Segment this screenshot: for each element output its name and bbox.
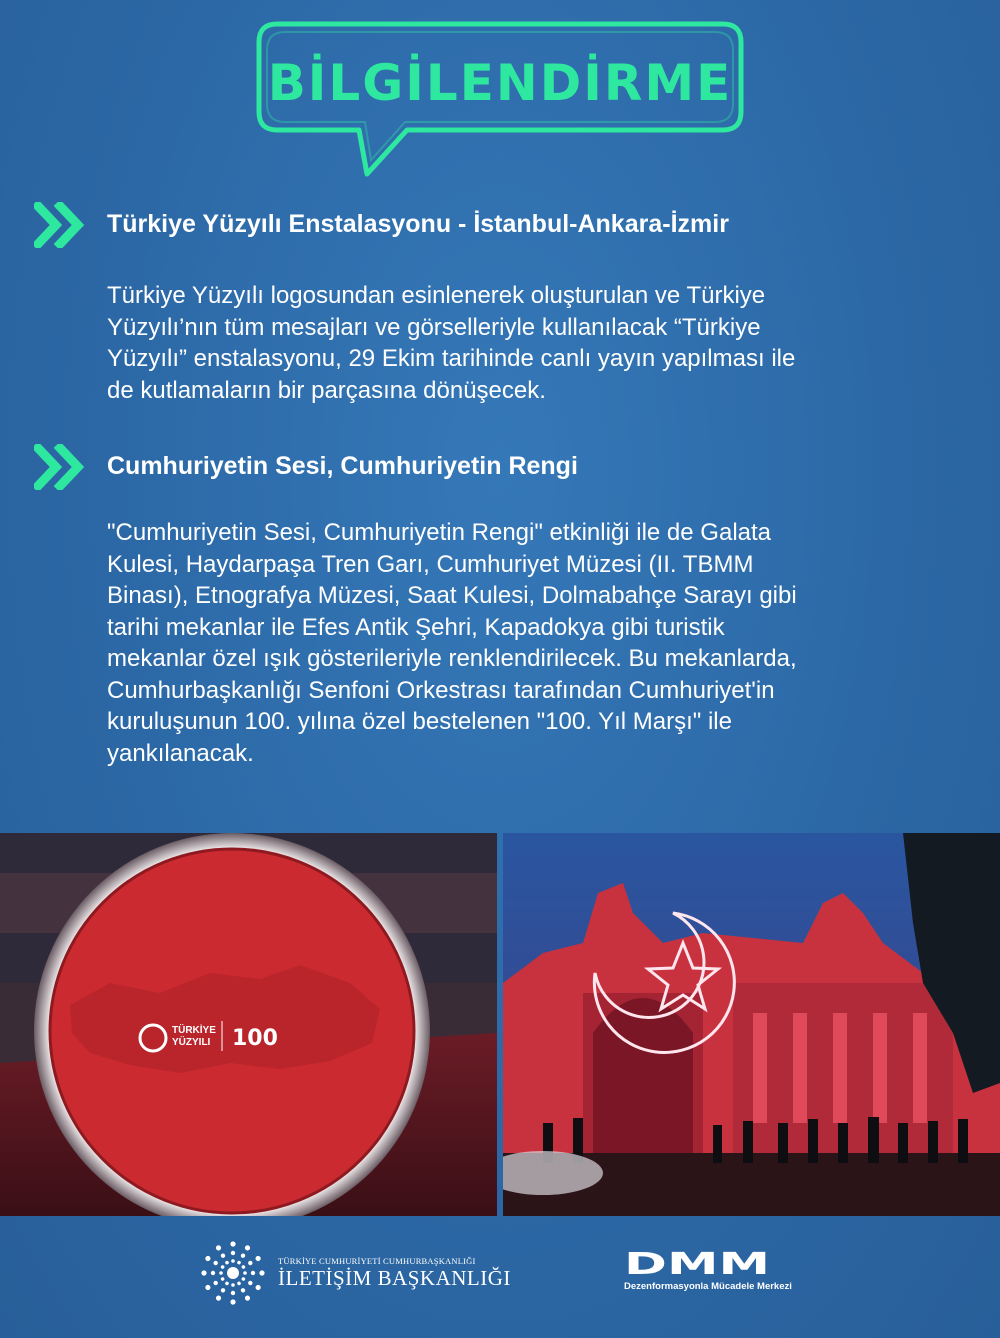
- section-1-line: Yüzyılı’nın tüm mesajları ve görselleriyle kullanılacak “Türkiye: [107, 313, 761, 341]
- section-2-line: Cumhurbaşkanlığı Senfoni Orkestrası tarafından Cumhuriyet'in: [107, 676, 775, 704]
- section-1-line: de kutlamaların bir parçasına dönüşecek.: [107, 376, 546, 404]
- installation-photo: [0, 833, 497, 1216]
- section-2-line: "Cumhuriyetin Sesi, Cumhuriyetin Rengi" etkinliği ile de Galata: [107, 519, 772, 546]
- installation-illustration: [0, 833, 497, 1216]
- section-1-line: Yüzyılı” enstalasyonu, 29 Ekim tarihinde canlı yayın yapılması ile: [107, 345, 796, 372]
- dmm-subtitle: Dezenformasyonla Mücadele Merkezi: [624, 1281, 792, 1292]
- double-chevron-icon: [34, 444, 86, 490]
- section-1-title: Türkiye Yüzyılı Enstalasyonu - İstanbul-Ankara-İzmir: [107, 210, 729, 238]
- logo-text-line1: TÜRKİYE: [172, 1025, 216, 1036]
- dmm-logo-text: DMM: [624, 1250, 770, 1276]
- section-2-line: tarihi mekanlar ile Efes Antik Şehri, Kapadokya gibi turistik: [107, 613, 725, 641]
- section-2-body: [107, 517, 967, 769]
- section-2-line: Binası), Etnografya Müzesi, Saat Kulesi, Dolmabahçe Sarayı gibi: [107, 582, 797, 609]
- palace-illustration: [503, 833, 1000, 1216]
- dmm-logo: [624, 1250, 770, 1276]
- footer-institution-name: İLETİŞİM BAŞKANLIĞI: [278, 1266, 511, 1290]
- header-title: BİLGİLENDİRME: [267, 54, 733, 112]
- section-2-line: kuruluşunun 100. yılına özel bestelenen "100. Yıl Marşı" ile: [107, 708, 732, 735]
- double-chevron-icon: [34, 202, 86, 248]
- section-1-line: Türkiye Yüzyılı logosundan esinlenerek oluşturulan ve Türkiye: [107, 282, 766, 309]
- section-1-body: [107, 280, 967, 406]
- iletisim-emblem-icon: [200, 1240, 266, 1306]
- footer-institution-small: TÜRKİYE CUMHURİYETİ CUMHURBAŞKANLIĞI: [278, 1256, 476, 1266]
- section-2-title: Cumhuriyetin Sesi, Cumhuriyetin Rengi: [107, 452, 578, 480]
- palace-photo: [503, 833, 1000, 1216]
- section-2-line: yankılanacak.: [107, 739, 254, 767]
- logo-text-line2: YÜZYILI: [172, 1037, 211, 1048]
- logo-100-badge: 100: [232, 1026, 278, 1051]
- section-2-line: Kulesi, Haydarpaşa Tren Garı, Cumhuriyet Müzesi (II. TBMM: [107, 550, 754, 578]
- header-bubble: [255, 20, 745, 180]
- section-2-line: mekanlar özel ışık gösterileriyle renklendirilecek. Bu mekanlarda,: [107, 645, 797, 672]
